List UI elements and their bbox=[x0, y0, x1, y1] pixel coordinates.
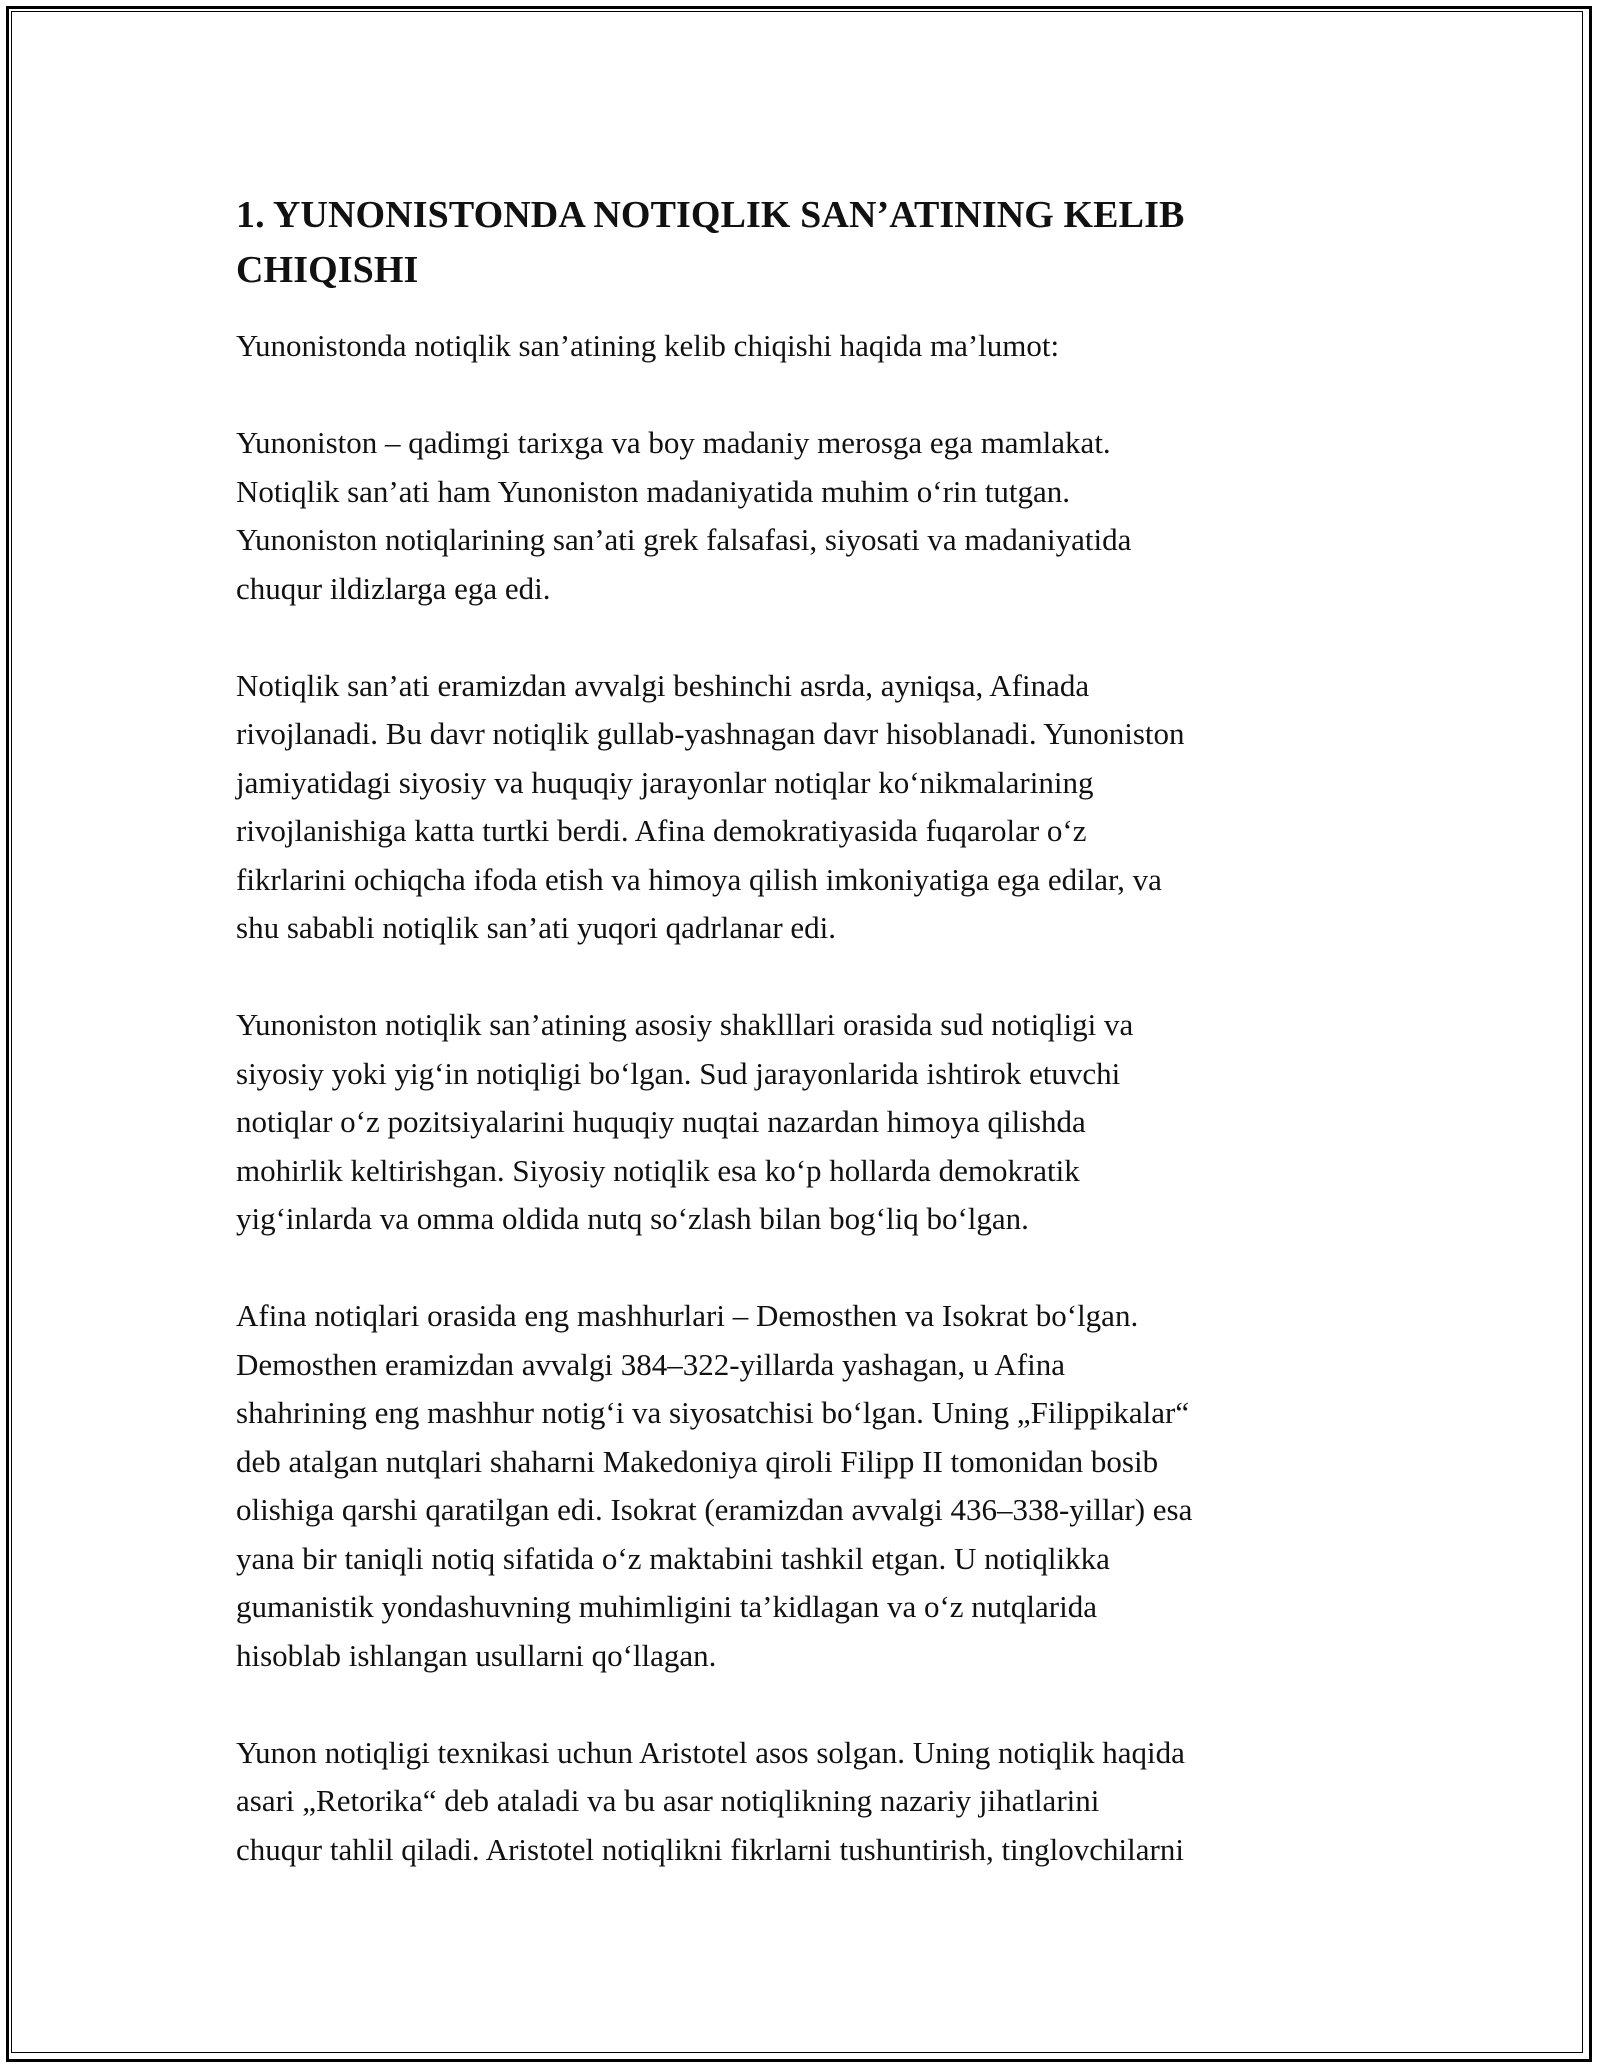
text-line: Yunoniston notiqlarining san’ati grek falsafasi, siyosati va madaniyatida bbox=[236, 522, 1132, 557]
text-line: Yunonistonda notiqlik san’atining kelib chiqishi haqida ma’lumot: bbox=[236, 328, 1060, 363]
text-line: mohirlik keltirishgan. Siyosiy notiqlik esa ko‘p hollarda demokratik bbox=[236, 1152, 1080, 1188]
text-line: rivojlanadi. Bu davr notiqlik gullab-yashnagan davr hisoblanadi. Yunoniston bbox=[236, 716, 1185, 751]
text-line: Yunoniston notiqlik san’atining asosiy shaklllari orasida sud notiqligi va bbox=[236, 1007, 1134, 1042]
paragraph bbox=[236, 1729, 1376, 1875]
text-line: Demosthen eramizdan avvalgi 384–322-yillarda yashagan, u Afina bbox=[236, 1346, 1065, 1382]
text-line: Yunon notiqligi texnikasi uchun Aristotel asos solgan. Uning notiqlik haqida bbox=[236, 1734, 1185, 1770]
text-line: deb atalgan nutqlari shaharni Makedoniya qiroli Filipp II tomonidan bosib bbox=[236, 1443, 1159, 1479]
text-line: rivojlanishiga katta turtki berdi. Afina demokratiyasida fuqarolar o‘z bbox=[236, 813, 1087, 848]
paragraph-intro bbox=[236, 322, 1376, 371]
paragraph bbox=[236, 662, 1376, 953]
document-body bbox=[236, 188, 1376, 1923]
text-line: Notiqlik san’ati eramizdan avvalgi beshinchi asrda, ayniqsa, Afinada bbox=[236, 667, 1090, 703]
text-line: jamiyatidagi siyosiy va huquqiy jarayonlar notiqlar ko‘nikmalarining bbox=[236, 764, 1094, 800]
page-title bbox=[236, 188, 1376, 298]
text-line: shu sababli notiqlik san’ati yuqori qadrlanar edi. bbox=[236, 910, 837, 945]
text-line: yig‘inlarda va omma oldida nutq so‘zlash bilan bog‘liq bo‘lgan. bbox=[236, 1201, 1029, 1236]
text-line: Yunoniston – qadimgi tarixga va boy madaniy merosga ega mamlakat. bbox=[236, 425, 1111, 460]
text-line: Afina notiqlari orasida eng mashhurlari – Demosthen va Isokrat bo‘lgan. bbox=[236, 1298, 1139, 1333]
text-line: olishiga qarshi qaratilgan edi. Isokrat (eramizdan avvalgi 436–338-yillar) esa bbox=[236, 1492, 1193, 1527]
title-line: CHIQISHI bbox=[236, 249, 419, 291]
text-line: siyosiy yoki yig‘in notiqligi bo‘lgan. Sud jarayonlarida ishtirok etuvchi bbox=[236, 1055, 1121, 1091]
text-line: shahrining eng mashhur notig‘i va siyosatchisi bo‘lgan. Uning „Filippikalar“ bbox=[236, 1395, 1190, 1430]
text-line: notiqlar o‘z pozitsiyalarini huquqiy nuqtai nazardan himoya qilishda bbox=[236, 1104, 1086, 1139]
text-line: yana bir taniqli notiq sifatida o‘z maktabini tashkil etgan. U notiqlikka bbox=[236, 1540, 1110, 1576]
paragraph bbox=[236, 1292, 1376, 1680]
text-line: fikrlarini ochiqcha ifoda etish va himoya qilish imkoniyatiga ega edilar, va bbox=[236, 861, 1162, 897]
paragraph bbox=[236, 1001, 1376, 1244]
title-line: 1. YUNONISTONDA NOTIQLIK SAN’ATINING KELIB bbox=[236, 194, 1185, 236]
text-line: Notiqlik san’ati ham Yunoniston madaniyatida muhim o‘rin tutgan. bbox=[236, 473, 1071, 509]
text-line: chuqur tahlil qiladi. Aristotel notiqlikni fikrlarni tushuntirish, tinglovchilarni bbox=[236, 1831, 1184, 1867]
text-line: hisoblab ishlangan usullarni qo‘llagan. bbox=[236, 1637, 717, 1673]
text-line: gumanistik yondashuvning muhimligini ta’kidlagan va o‘z nutqlarida bbox=[236, 1589, 1097, 1624]
text-line: asari „Retorika“ deb ataladi va bu asar notiqlikning nazariy jihatlarini bbox=[236, 1783, 1100, 1818]
paragraph bbox=[236, 419, 1376, 613]
text-line: chuqur ildizlarga ega edi. bbox=[236, 570, 551, 606]
